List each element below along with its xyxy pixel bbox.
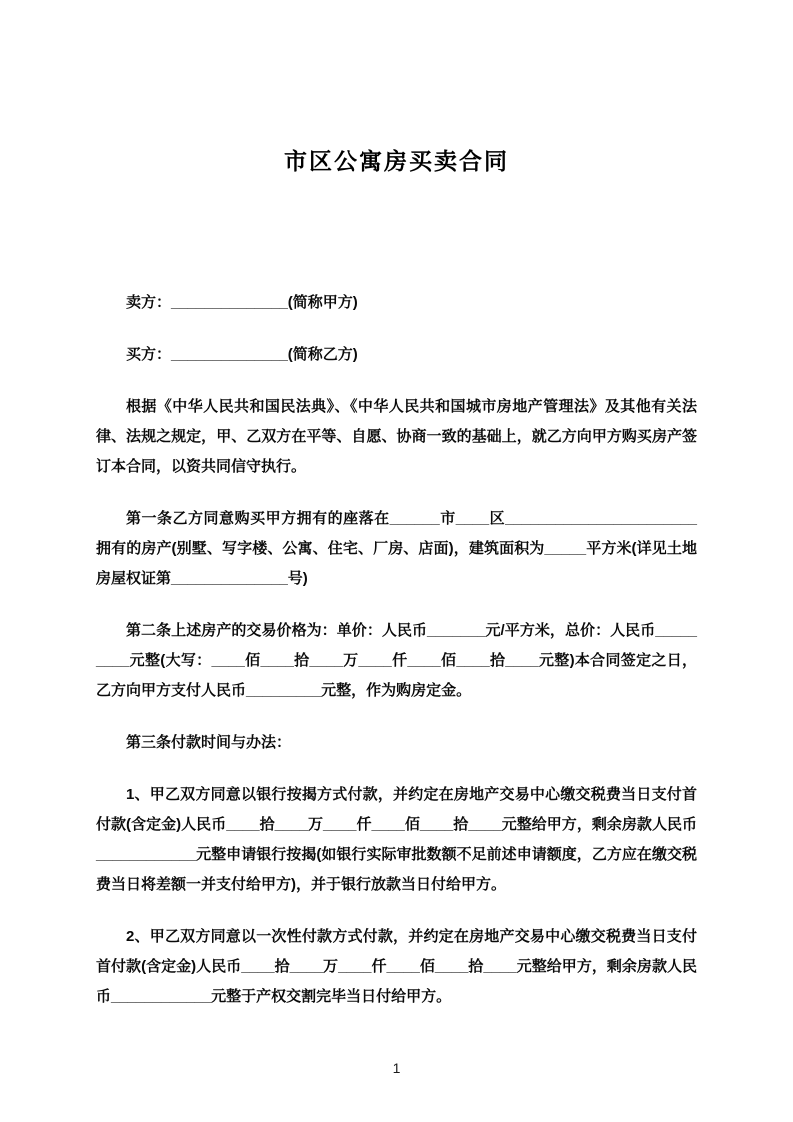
paragraph-article-2: 第二条上述房产的交易价格为：单价：人民币_______元/平方米，总价：人民币_________元整(大写：____佰____拾____万____仟____佰____拾____元整)本合同签定之日，乙方向甲方支付人民币_________元整，作为购房定金。 [96, 622, 697, 699]
paragraph-buyer: 买方：______________(简称乙方) [126, 346, 358, 363]
paragraph-seller: 卖方：______________(简称甲方) [126, 294, 358, 311]
paragraph-article-3-heading: 第三条付款时间与办法： [126, 734, 292, 751]
paragraph-payment-option-2: 2、甲乙双方同意以一次性付款方式付款，并约定在房地产交易中心缴交税费当日支付首付款(含定金)人民币____拾____万____仟____佰____拾____元整给甲方，剩余房款人民币____________元整于产权交割完毕当日付给甲方。 [96, 928, 697, 1005]
paragraph-preamble: 根据《中华人民共和国民法典》、《中华人民共和国城市房地产管理法》及其他有关法律、法规之规定，甲、乙双方在平等、自愿、协商一致的基础上，就乙方向甲方购买房产签订本合同，以资共同信守执行。 [96, 398, 697, 475]
document-title: 市区公寓房买卖合同 [284, 148, 509, 174]
paragraph-article-1: 第一条乙方同意购买甲方拥有的座落在______市____区_______________________拥有的房产(别墅、写字楼、公寓、住宅、厂房、店面)，建筑面积为_____平方米(详见土地房屋权证第______________号) [96, 510, 697, 587]
paragraph-payment-option-1: 1、甲乙双方同意以银行按揭方式付款，并约定在房地产交易中心缴交税费当日支付首付款(含定金)人民币____拾____万____仟____佰____拾____元整给甲方，剩余房款人民币____________元整申请银行按揭(如银行实际审批数额不足前述申请额度，乙方应在缴交税费当日将差额一并支付给甲方)，并于银行放款当日付给甲方。 [96, 786, 697, 893]
page-number: 1 [392, 1060, 401, 1076]
